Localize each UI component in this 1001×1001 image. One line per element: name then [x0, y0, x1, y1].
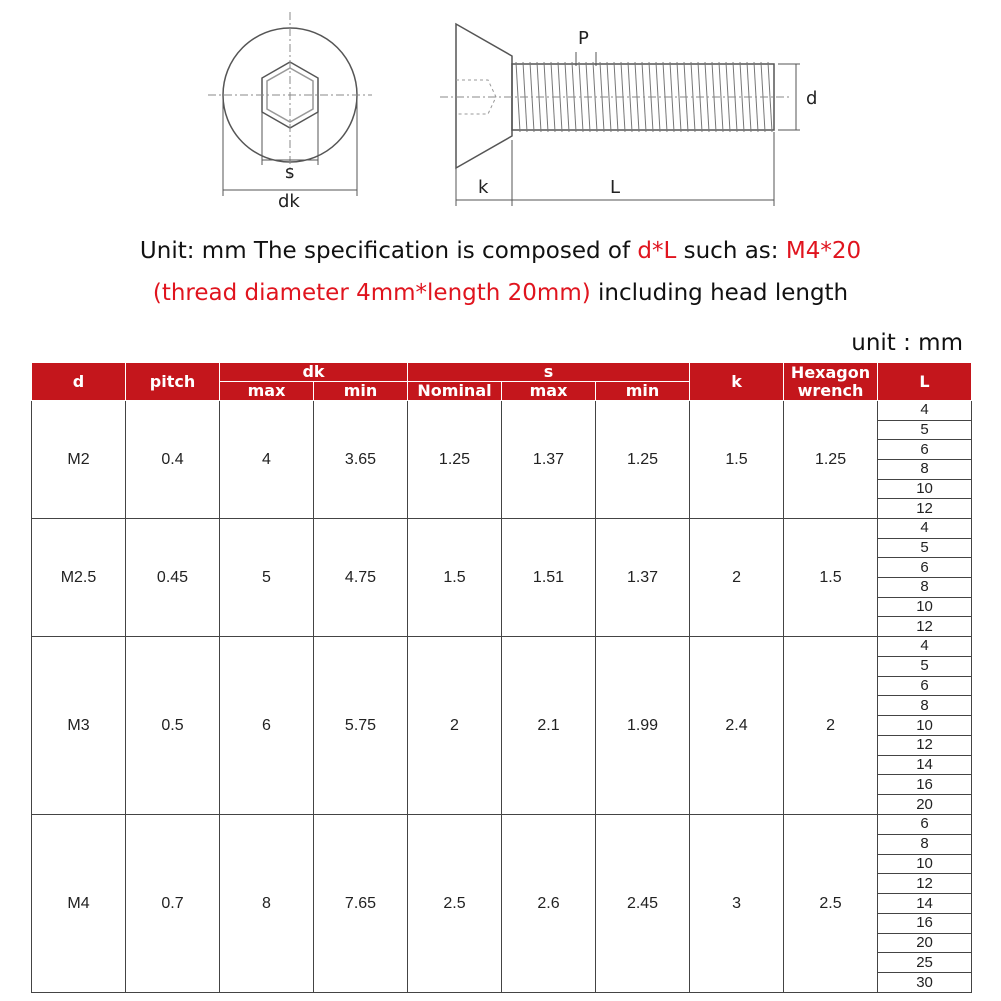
cell-s-min: 2.45 — [596, 815, 690, 993]
cell-dk-max: 8 — [220, 815, 314, 993]
length-value: 8 — [878, 460, 971, 480]
length-value: 10 — [878, 716, 971, 736]
length-value: 20 — [916, 795, 933, 813]
cell-k: 1.5 — [690, 401, 784, 519]
length-value: 8 — [878, 696, 971, 716]
length-value: 8 — [878, 835, 971, 855]
length-value: 6 — [878, 815, 971, 835]
cell-hex: 1.5 — [784, 519, 878, 637]
cell-s-max: 2.6 — [502, 815, 596, 993]
header-hex-line1: Hexagon — [790, 362, 871, 382]
spec-table-body — [32, 401, 972, 993]
cell-pitch: 0.45 — [126, 519, 220, 637]
length-value: 4 — [878, 637, 971, 657]
header-d: d — [32, 363, 126, 401]
header-dk-max: max — [220, 382, 314, 401]
spec-caption-line-2 — [0, 280, 1001, 306]
length-value: 10 — [878, 855, 971, 875]
cell-hex: 2 — [784, 637, 878, 815]
length-stack — [878, 519, 971, 636]
caption-highlight: (thread diameter 4mm*length 20mm) — [152, 280, 591, 306]
cell-dk-min: 7.65 — [314, 815, 408, 993]
unit-note: unit : mm — [851, 330, 963, 356]
label-k: k — [478, 177, 489, 198]
length-value: 4 — [878, 519, 971, 539]
label-d: d — [806, 88, 818, 109]
cell-length-list — [878, 401, 972, 519]
cell-k: 2.4 — [690, 637, 784, 815]
length-value: 10 — [878, 598, 971, 618]
label-p: P — [578, 28, 589, 49]
cell-dk-min: 5.75 — [314, 637, 408, 815]
caption-highlight: M4*20 — [785, 238, 862, 264]
cell-s-nominal: 1.25 — [408, 401, 502, 519]
caption-highlight: d*L — [637, 238, 677, 264]
cell-k: 2 — [690, 519, 784, 637]
length-value: 8 — [878, 578, 971, 598]
label-dk: dk — [278, 191, 300, 212]
cell-d: M2 — [32, 401, 126, 519]
cell-s-nominal: 1.5 — [408, 519, 502, 637]
header-s-nominal: Nominal — [408, 382, 502, 401]
length-stack — [878, 637, 971, 814]
caption-text: including head length — [590, 280, 849, 306]
cell-d: M2.5 — [32, 519, 126, 637]
cell-pitch: 0.5 — [126, 637, 220, 815]
length-value: 5 — [878, 421, 971, 441]
label-s: s — [285, 162, 295, 183]
length-value: 12 — [916, 499, 933, 517]
length-value: 14 — [878, 756, 971, 776]
length-value: 6 — [878, 558, 971, 578]
header-dk: dk — [220, 363, 408, 382]
cell-d: M3 — [32, 637, 126, 815]
length-value: 10 — [878, 480, 971, 500]
cell-dk-max: 4 — [220, 401, 314, 519]
table-row — [32, 815, 972, 993]
length-value: 12 — [878, 874, 971, 894]
length-value: 6 — [878, 677, 971, 697]
header-s: s — [408, 363, 690, 382]
cell-d: M4 — [32, 815, 126, 993]
cell-dk-max: 5 — [220, 519, 314, 637]
length-value: 6 — [878, 440, 971, 460]
header-k: k — [690, 363, 784, 401]
cell-s-min: 1.25 — [596, 401, 690, 519]
caption-text: such as: — [676, 238, 786, 264]
spec-caption-line-1 — [0, 238, 1001, 264]
cell-s-nominal: 2 — [408, 637, 502, 815]
cell-dk-min: 4.75 — [314, 519, 408, 637]
header-s-max: max — [502, 382, 596, 401]
cell-dk-max: 6 — [220, 637, 314, 815]
header-hex-wrench — [784, 363, 878, 401]
cell-length-list — [878, 815, 972, 993]
cell-length-list — [878, 637, 972, 815]
length-value: 12 — [878, 736, 971, 756]
table-row — [32, 401, 972, 519]
length-value: 16 — [878, 914, 971, 934]
header-s-min: min — [596, 382, 690, 401]
table-row — [32, 519, 972, 637]
cell-s-max: 1.37 — [502, 401, 596, 519]
cell-pitch: 0.4 — [126, 401, 220, 519]
header-hex-line2: wrench — [797, 380, 864, 400]
cell-hex: 1.25 — [784, 401, 878, 519]
length-value: 4 — [878, 401, 971, 421]
length-stack — [878, 815, 971, 992]
label-l: L — [610, 177, 621, 198]
length-value: 16 — [878, 775, 971, 795]
cell-dk-min: 3.65 — [314, 401, 408, 519]
length-value: 5 — [878, 657, 971, 677]
header-dk-min: min — [314, 382, 408, 401]
caption-text: Unit: mm The specification is composed of — [139, 238, 638, 264]
screw-technical-drawing — [0, 0, 1001, 220]
cell-s-max: 1.51 — [502, 519, 596, 637]
header-pitch: pitch — [126, 363, 220, 401]
cell-length-list — [878, 519, 972, 637]
cell-s-nominal: 2.5 — [408, 815, 502, 993]
cell-hex: 2.5 — [784, 815, 878, 993]
length-value: 5 — [878, 539, 971, 559]
cell-pitch: 0.7 — [126, 815, 220, 993]
length-value: 14 — [878, 894, 971, 914]
cell-s-max: 2.1 — [502, 637, 596, 815]
length-stack — [878, 401, 971, 518]
header-l: L — [878, 363, 972, 401]
length-value: 12 — [916, 617, 933, 635]
table-row — [32, 637, 972, 815]
cell-k: 3 — [690, 815, 784, 993]
cell-s-min: 1.99 — [596, 637, 690, 815]
spec-table — [31, 362, 972, 993]
length-value: 25 — [878, 953, 971, 973]
cell-s-min: 1.37 — [596, 519, 690, 637]
length-value: 20 — [878, 934, 971, 954]
length-value: 30 — [916, 973, 933, 991]
